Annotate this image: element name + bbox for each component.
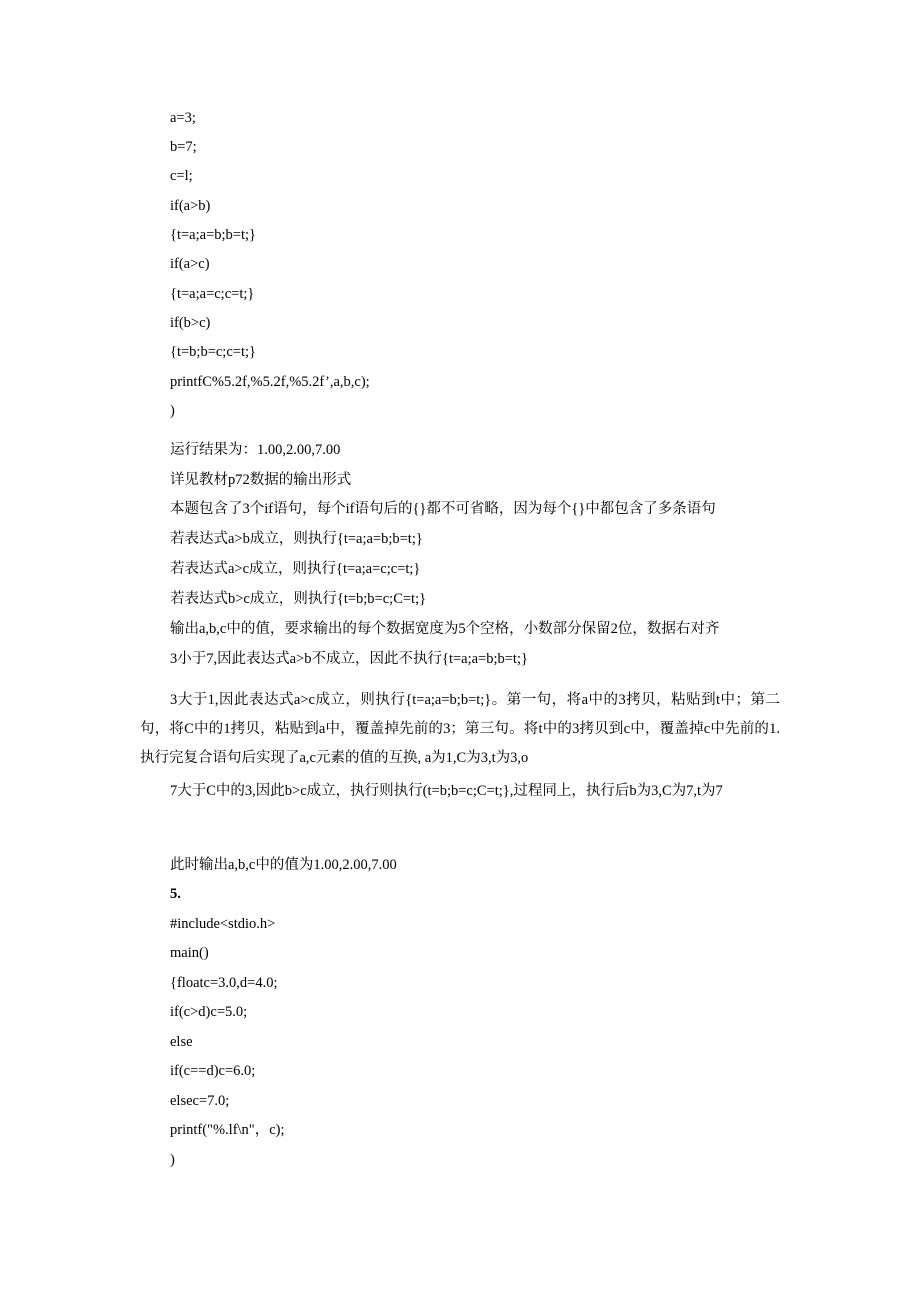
explanation-line: 若表达式a>c成立，则执行{t=a;a=c;c=t;} bbox=[170, 561, 421, 577]
explanation-line: 运行结果为：1.00,2.00,7.00 bbox=[170, 442, 341, 458]
code-line: b=7; bbox=[170, 139, 197, 155]
explanation-line: 本题包含了3个if语句，每个if语句后的{}都不可省略，因为每个{}中都包含了多条语句 bbox=[170, 501, 716, 517]
output-line: 此时输出a,b,c中的值为1.00,2.00,7.00 bbox=[170, 857, 397, 873]
explanation-paragraph: 3大于1,因此表达式a>c成立，则执行{t=a;a=b;b=t;}。第一句，将a中的3拷贝，粘贴到t中；第二句，将C中的1拷贝，粘贴到a中，覆盖掉先前的3；第三句。将t中的3拷贝到c中，覆盖掉c中先前的1.执行完复合语句后实现了a,c元素的值的互换, a为1,C为3,t为3,o bbox=[140, 692, 780, 766]
question-number: 5. bbox=[170, 886, 181, 902]
explanation-line: 3小于7,因此表达式a>b不成立，因此不执行{t=a;a=b;b=t;} bbox=[170, 651, 528, 667]
code-line: {t=b;b=c;c=t;} bbox=[170, 344, 256, 360]
explanation-paragraph: 7大于C中的3,因此b>c成立，执行则执行(t=b;b=c;C=t;},过程同上，执行后b为3,C为7,t为7 bbox=[170, 783, 723, 799]
code-line: else bbox=[170, 1034, 193, 1050]
code-line: elsec=7.0; bbox=[170, 1093, 230, 1109]
code-line: a=3; bbox=[170, 110, 196, 126]
code-line: printf("%.lf\n"，c); bbox=[170, 1122, 285, 1138]
code-line: if(c==d)c=6.0; bbox=[170, 1063, 256, 1079]
code-line: {t=a;a=b;b=t;} bbox=[170, 227, 256, 243]
code-line: main() bbox=[170, 945, 209, 961]
explanation-line: 若表达式b>c成立，则执行{t=b;b=c;C=t;} bbox=[170, 591, 427, 607]
code-line: ) bbox=[170, 403, 175, 419]
code-line: if(c>d)c=5.0; bbox=[170, 1004, 248, 1020]
code-line: #include<stdio.h> bbox=[170, 916, 276, 932]
code-line: if(a>b) bbox=[170, 198, 211, 214]
explanation-line: 详见教材p72数据的输出形式 bbox=[170, 472, 352, 488]
code-line: ) bbox=[170, 1152, 175, 1168]
code-line: if(b>c) bbox=[170, 315, 211, 331]
code-line: {floatc=3.0,d=4.0; bbox=[170, 975, 278, 991]
code-line: if(a>c) bbox=[170, 256, 210, 272]
explanation-line: 若表达式a>b成立，则执行{t=a;a=b;b=t;} bbox=[170, 531, 423, 547]
code-line: {t=a;a=c;c=t;} bbox=[170, 286, 255, 302]
code-line: printfC%5.2f,%5.2f,%5.2f’,a,b,c); bbox=[170, 374, 370, 390]
code-line: c=l; bbox=[170, 168, 193, 184]
explanation-line: 输出a,b,c中的值，要求输出的每个数据宽度为5个空格，小数部分保留2位，数据右对齐 bbox=[170, 621, 720, 637]
